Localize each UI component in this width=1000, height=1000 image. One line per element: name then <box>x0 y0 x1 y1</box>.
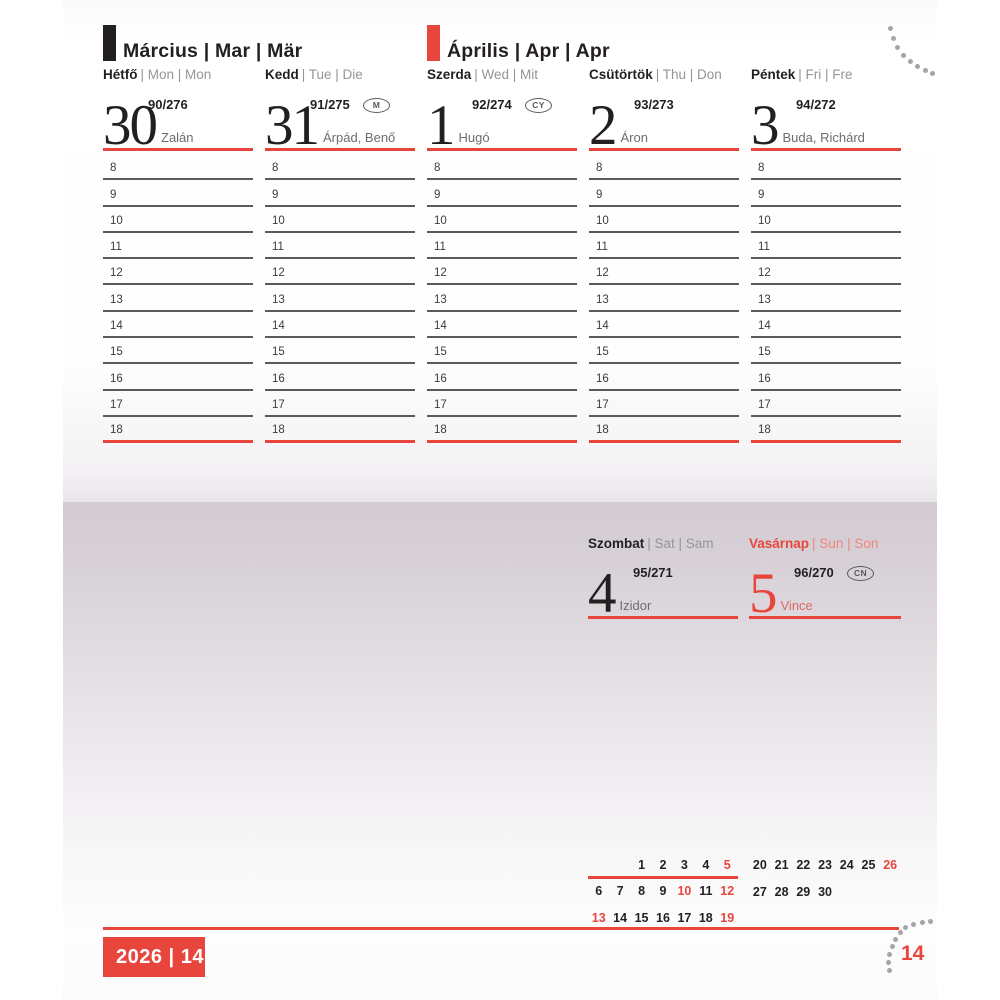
hour-label: 14 <box>596 320 609 333</box>
hour-row <box>589 285 739 311</box>
hour-row <box>265 154 415 180</box>
mini-cal-day <box>836 883 858 901</box>
hour-label: 12 <box>596 267 609 280</box>
hour-label: 14 <box>434 320 447 333</box>
hour-row <box>589 417 739 443</box>
mini-cal-day: 18 <box>698 910 713 925</box>
hour-row <box>103 154 253 180</box>
day-number: 2 <box>589 94 616 157</box>
hour-row <box>589 338 739 364</box>
hour-label: 15 <box>434 346 447 359</box>
mini-cal-day: 11 <box>699 884 713 898</box>
hour-label: 9 <box>758 188 765 201</box>
weekday-label-intl: | Tue | Die <box>301 67 363 82</box>
hour-row <box>103 312 253 338</box>
mini-cal-day: 29 <box>796 884 811 899</box>
mini-cal-day: 5 <box>723 858 731 872</box>
name-day: Vince <box>780 598 813 613</box>
hour-row <box>589 207 739 233</box>
weekday-label-intl: | Fri | Fre <box>798 67 853 82</box>
mini-cal-day: 1 <box>638 858 646 872</box>
weekday-label-hu: Péntek <box>751 67 796 82</box>
mini-cal-day: 15 <box>634 910 649 925</box>
hour-label: 18 <box>596 424 609 437</box>
name-day: Áron <box>620 130 648 145</box>
hour-label: 14 <box>758 320 771 333</box>
hour-row <box>265 285 415 311</box>
weekday-label-intl: | Sun | Son <box>812 536 879 551</box>
hour-label: 17 <box>758 398 771 411</box>
hour-row <box>589 312 739 338</box>
hour-row <box>589 364 739 390</box>
weekday-label <box>751 67 853 82</box>
mini-cal-day: 21 <box>774 858 789 872</box>
day-of-year: 95/271 <box>633 565 673 580</box>
hour-label: 10 <box>758 214 771 227</box>
hour-label: 15 <box>596 346 609 359</box>
hour-grid <box>589 154 739 443</box>
weekday-label <box>588 536 714 551</box>
mini-cal-day: 26 <box>883 858 898 872</box>
hour-label: 9 <box>434 188 441 201</box>
name-day: Zalán <box>161 130 194 145</box>
mini-cal-day: 14 <box>613 910 628 925</box>
hour-row <box>427 285 577 311</box>
hour-row <box>427 259 577 285</box>
hour-label: 11 <box>110 241 122 254</box>
mini-calendar-row <box>749 883 901 901</box>
hour-grid <box>265 154 415 443</box>
weekday-label <box>265 67 363 82</box>
weekday-label <box>749 536 878 551</box>
hour-label: 13 <box>596 293 609 306</box>
day-block <box>588 562 738 625</box>
day-of-year: 92/274 <box>472 97 512 112</box>
hour-label: 13 <box>758 293 771 306</box>
hour-row <box>265 312 415 338</box>
hour-label: 10 <box>110 214 123 227</box>
dotted-arc-top-icon <box>888 26 893 31</box>
day-block <box>427 94 577 157</box>
mini-cal-day: 17 <box>677 910 692 925</box>
hour-label: 15 <box>110 346 123 359</box>
day-number: 1 <box>427 94 454 157</box>
hour-label: 14 <box>272 320 285 333</box>
mini-cal-day: 25 <box>861 858 876 872</box>
march-marker-icon <box>103 25 116 61</box>
mini-cal-day: 23 <box>818 858 832 872</box>
day-of-year: 90/276 <box>148 97 188 112</box>
current-week-underline <box>588 876 738 879</box>
hour-label: 16 <box>272 372 285 385</box>
day-number: 3 <box>751 94 778 157</box>
march-header <box>103 25 302 61</box>
hour-label: 18 <box>110 424 123 437</box>
hour-label: 11 <box>758 241 770 254</box>
hour-row <box>751 233 901 259</box>
hour-label: 15 <box>758 346 771 359</box>
hour-label: 18 <box>434 424 447 437</box>
hour-label: 14 <box>110 320 123 333</box>
hour-row <box>427 338 577 364</box>
hour-row <box>751 285 901 311</box>
hour-row <box>427 233 577 259</box>
hour-label: 17 <box>272 398 285 411</box>
mini-cal-day: 2 <box>659 858 667 872</box>
hour-label: 10 <box>272 214 285 227</box>
april-header <box>427 25 610 61</box>
day-of-year: 91/275 <box>310 97 350 112</box>
name-day: Buda, Richárd <box>782 130 865 145</box>
day-block <box>751 94 901 157</box>
hour-row <box>427 391 577 417</box>
hour-row <box>265 207 415 233</box>
hour-row <box>751 312 901 338</box>
hour-row <box>751 338 901 364</box>
hour-label: 17 <box>110 398 123 411</box>
mini-cal-day: 4 <box>702 858 710 872</box>
hour-label: 18 <box>758 424 771 437</box>
hour-row <box>589 180 739 206</box>
dotted-arc-bottom-icon <box>887 968 892 973</box>
day-number: 31 <box>265 94 318 157</box>
page-number: 14 <box>901 942 925 965</box>
hour-label: 16 <box>596 372 609 385</box>
hour-row <box>265 364 415 390</box>
weekday-label <box>589 67 722 82</box>
hour-row <box>589 233 739 259</box>
hour-row <box>589 154 739 180</box>
hour-label: 11 <box>596 241 608 254</box>
holiday-code-oval-icon: CY <box>525 98 552 113</box>
hour-label: 12 <box>434 267 447 280</box>
hour-label: 15 <box>272 346 285 359</box>
mini-cal-day: 24 <box>839 858 854 872</box>
hour-label: 16 <box>434 372 447 385</box>
hour-grid <box>751 154 901 443</box>
footer-rule <box>103 927 899 930</box>
hour-label: 8 <box>272 162 279 175</box>
hour-label: 9 <box>596 188 603 201</box>
mini-cal-day: 3 <box>680 858 688 872</box>
hour-row <box>103 233 253 259</box>
weekday-label-hu: Szombat <box>588 536 645 551</box>
hour-row <box>589 259 739 285</box>
day-number: 30 <box>103 94 156 157</box>
weekday-label-intl: | Mon | Mon <box>140 67 212 82</box>
hour-label: 17 <box>596 398 609 411</box>
hour-row <box>751 364 901 390</box>
day-block <box>103 94 253 157</box>
hour-label: 10 <box>596 214 609 227</box>
hour-row <box>103 417 253 443</box>
hour-row <box>103 259 253 285</box>
mini-cal-day: 16 <box>656 910 670 925</box>
hour-label: 18 <box>272 424 285 437</box>
hour-label: 12 <box>110 267 123 280</box>
hour-row <box>751 417 901 443</box>
mini-cal-day: 8 <box>638 884 646 898</box>
day-of-year: 94/272 <box>796 97 836 112</box>
hour-label: 8 <box>110 162 117 175</box>
mini-cal-day: 30 <box>818 884 832 899</box>
hour-row <box>103 285 253 311</box>
hour-row <box>103 391 253 417</box>
hour-label: 13 <box>110 293 123 306</box>
hour-row <box>103 364 253 390</box>
hour-row <box>751 259 901 285</box>
mini-cal-day <box>879 883 901 901</box>
hour-row <box>103 180 253 206</box>
mini-cal-day <box>609 856 630 874</box>
mini-calendar-row <box>588 882 738 900</box>
hour-row <box>751 207 901 233</box>
mini-cal-day: 9 <box>659 884 667 898</box>
mini-cal-day: 13 <box>591 910 606 925</box>
hour-row <box>103 338 253 364</box>
mini-calendar-right <box>749 856 901 901</box>
day-block <box>589 94 739 157</box>
mini-calendar-row <box>588 909 738 927</box>
hour-label: 9 <box>272 188 279 201</box>
day-block <box>749 562 901 625</box>
hour-row <box>265 417 415 443</box>
weekday-label-intl: | Sat | Sam <box>647 536 714 551</box>
hour-row <box>589 391 739 417</box>
mini-cal-day: 6 <box>595 884 603 898</box>
mini-calendar-left <box>588 856 738 927</box>
hour-label: 16 <box>110 372 123 385</box>
hour-row <box>751 180 901 206</box>
hour-row <box>751 154 901 180</box>
hour-label: 12 <box>272 267 285 280</box>
year-week-badge: 2026 | 14 <box>103 937 205 977</box>
hour-row <box>427 364 577 390</box>
weekday-label-hu: Kedd <box>265 67 299 82</box>
hour-row <box>265 259 415 285</box>
weekday-label <box>103 67 211 82</box>
mini-cal-day: 28 <box>774 884 789 899</box>
name-day: Izidor <box>619 598 652 613</box>
hour-row <box>427 154 577 180</box>
name-day: Árpád, Benő <box>323 130 396 145</box>
hour-row <box>751 391 901 417</box>
hour-row <box>427 417 577 443</box>
mini-cal-day: 10 <box>677 884 692 898</box>
hour-label: 8 <box>758 162 765 175</box>
hour-row <box>427 312 577 338</box>
hour-label: 13 <box>272 293 285 306</box>
hour-label: 11 <box>434 241 446 254</box>
day-block <box>265 94 415 157</box>
hour-label: 13 <box>434 293 447 306</box>
hour-label: 11 <box>272 241 284 254</box>
april-title: Április | Apr | Apr <box>447 40 610 62</box>
name-day: Hugó <box>458 130 490 145</box>
hour-label: 12 <box>758 267 771 280</box>
mini-calendar-row <box>749 856 901 874</box>
day-of-year: 93/273 <box>634 97 674 112</box>
hour-row <box>427 180 577 206</box>
hour-grid <box>103 154 253 443</box>
hour-row <box>265 391 415 417</box>
mini-cal-day: 7 <box>616 884 624 898</box>
hour-row <box>427 207 577 233</box>
hour-label: 16 <box>758 372 771 385</box>
hour-label: 8 <box>434 162 441 175</box>
hour-row <box>265 180 415 206</box>
mini-cal-day: 20 <box>752 858 767 872</box>
hour-label: 17 <box>434 398 447 411</box>
mini-cal-day: 27 <box>752 884 767 899</box>
mini-cal-day <box>588 856 609 874</box>
hour-label: 10 <box>434 214 447 227</box>
hour-label: 8 <box>596 162 603 175</box>
day-number: 5 <box>749 562 776 625</box>
mini-calendar-row <box>588 856 738 874</box>
hour-row <box>265 233 415 259</box>
hour-row <box>265 338 415 364</box>
day-number: 4 <box>588 562 615 625</box>
hour-grid <box>427 154 577 443</box>
mini-cal-day: 12 <box>720 884 735 898</box>
weekday-label-hu: Szerda <box>427 67 472 82</box>
march-title: Március | Mar | Mär <box>123 40 303 62</box>
weekday-label-hu: Csütörtök <box>589 67 653 82</box>
weekday-label-hu: Hétfő <box>103 67 138 82</box>
weekday-label-hu: Vasárnap <box>749 536 810 551</box>
hour-row <box>103 207 253 233</box>
hour-label: 9 <box>110 188 117 201</box>
holiday-code-oval-icon: CN <box>847 566 874 581</box>
mini-cal-day: 22 <box>796 858 811 872</box>
weekday-label-intl: | Wed | Mit <box>474 67 539 82</box>
weekday-label <box>427 67 538 82</box>
mini-cal-day <box>858 883 880 901</box>
holiday-code-oval-icon: M <box>363 98 390 113</box>
april-marker-icon <box>427 25 440 61</box>
day-of-year: 96/270 <box>794 565 834 580</box>
mini-cal-day: 19 <box>720 910 735 925</box>
weekday-label-intl: | Thu | Don <box>655 67 722 82</box>
